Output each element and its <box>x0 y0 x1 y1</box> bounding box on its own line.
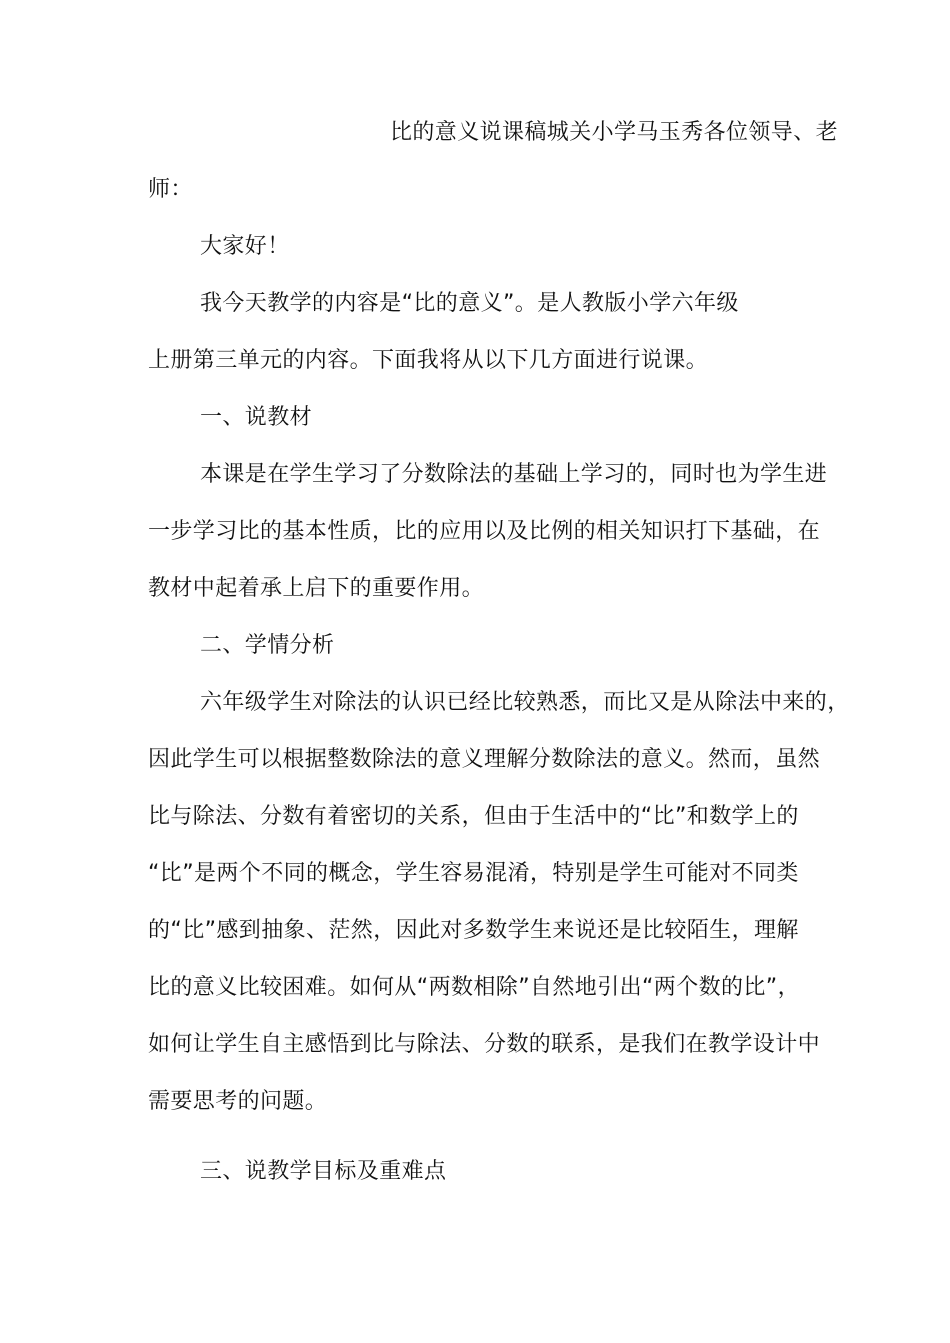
title-line: 比的意义说课稿城关小学马玉秀各位领导、老 <box>390 120 839 145</box>
section-heading: 三、说教学目标及重难点 <box>200 1159 447 1184</box>
paragraph-line: 教材中起着承上启下的重要作用。 <box>148 576 485 601</box>
greeting: 大家好！ <box>200 234 290 259</box>
paragraph-line: 需要思考的问题。 <box>148 1089 328 1114</box>
paragraph-line: 的“比”感到抽象、茫然，因此对多数学生来说还是比较陌生，理解 <box>148 918 799 943</box>
section-heading: 一、说教材 <box>200 405 313 430</box>
intro-line: 上册第三单元的内容。下面我将从以下几方面进行说课。 <box>148 348 709 373</box>
section-heading: 二、学情分析 <box>200 633 335 658</box>
paragraph-line: 比的意义比较困难。如何从“两数相除”自然地引出“两个数的比”， <box>148 975 800 1000</box>
paragraph-line: “比”是两个不同的概念，学生容易混淆，特别是学生可能对不同类 <box>148 861 799 886</box>
intro-line: 我今天教学的内容是“比的意义”。是人教版小学六年级 <box>200 291 739 316</box>
paragraph-line: 本课是在学生学习了分数除法的基础上学习的，同时也为学生进 <box>200 462 828 487</box>
paragraph-line: 因此学生可以根据整数除法的意义理解分数除法的意义。然而，虽然 <box>148 747 821 772</box>
paragraph-line: 六年级学生对除法的认识已经比较熟悉，而比又是从除法中来的， <box>200 690 850 715</box>
paragraph-line: 比与除法、分数有着密切的关系，但由于生活中的“比”和数学上的 <box>148 804 799 829</box>
salutation-end: 师： <box>148 177 193 202</box>
paragraph-line: 如何让学生自主感悟到比与除法、分数的联系，是我们在教学设计中 <box>148 1032 821 1057</box>
paragraph-line: 一步学习比的基本性质，比的应用以及比例的相关知识打下基础，在 <box>148 519 821 544</box>
